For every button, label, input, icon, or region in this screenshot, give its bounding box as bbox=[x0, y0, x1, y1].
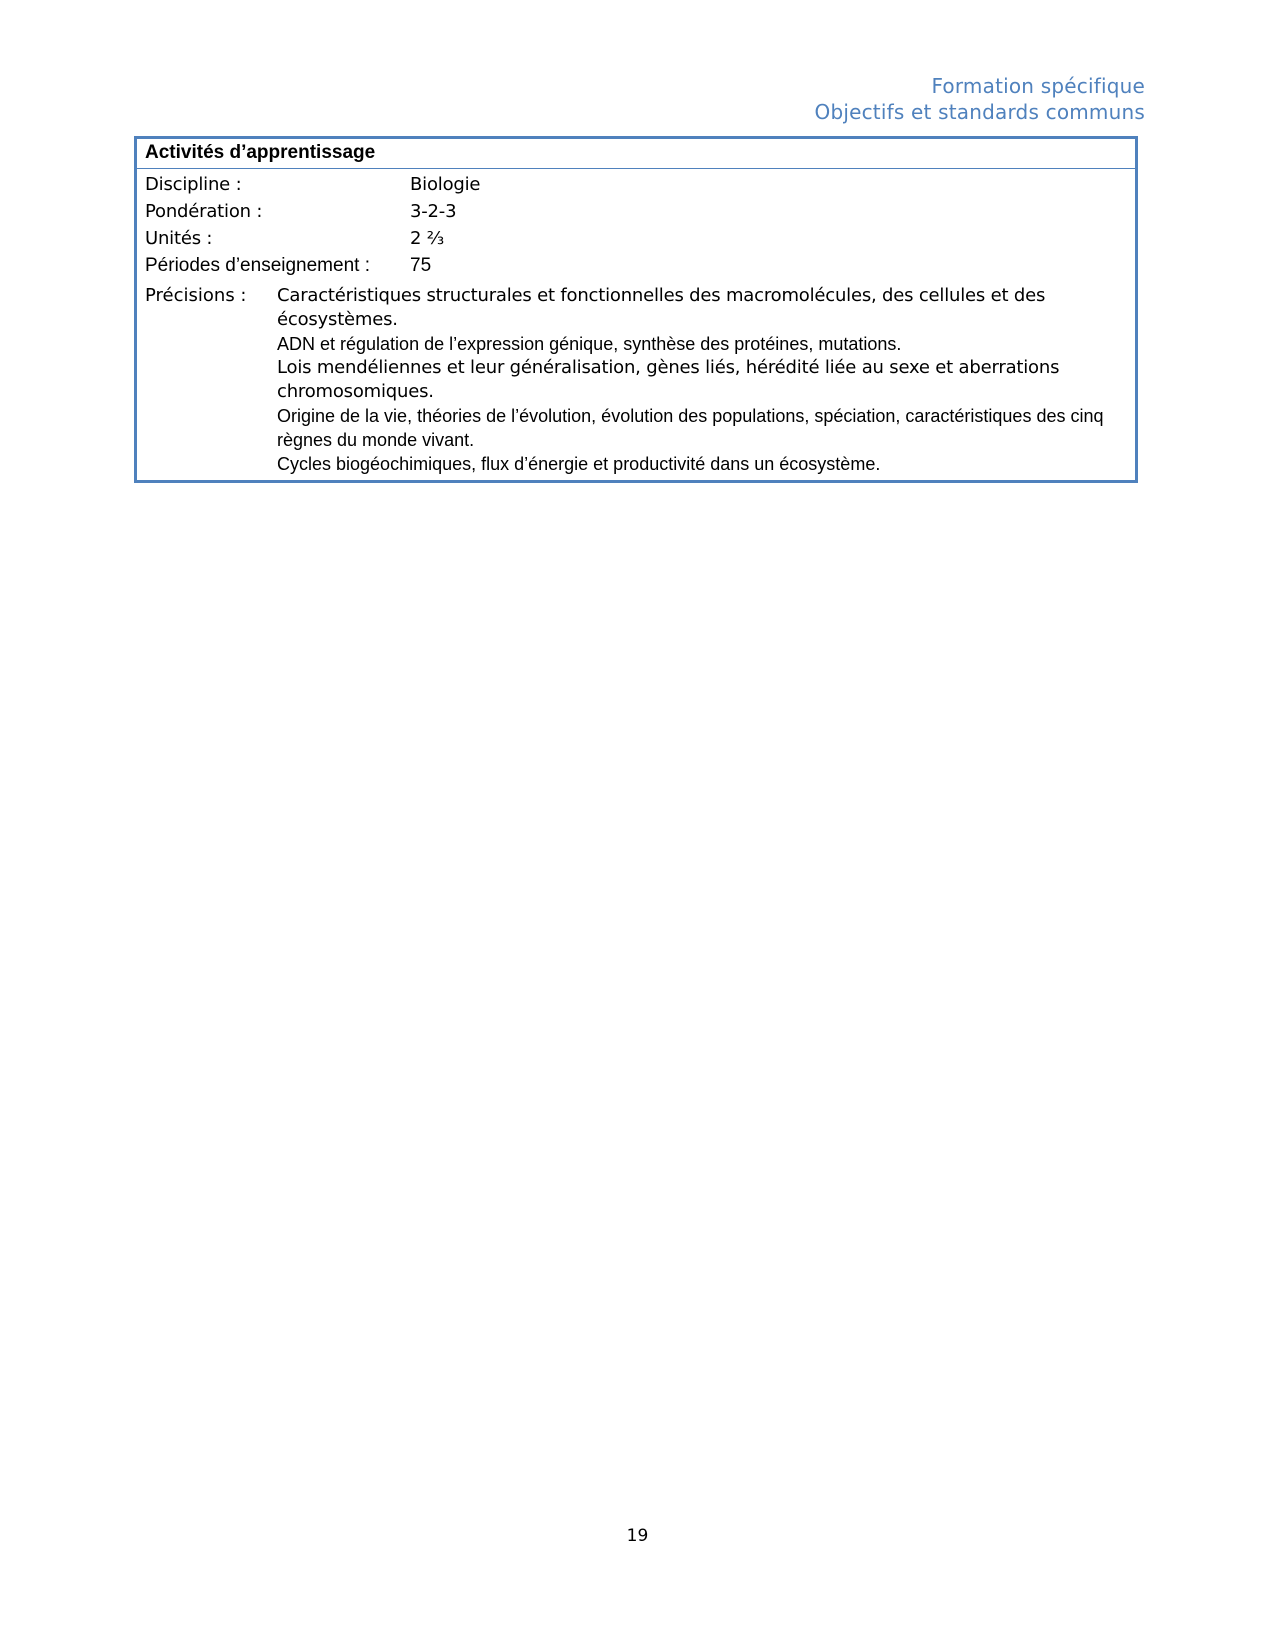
field-value: 2 ⅔ bbox=[410, 228, 445, 249]
precision-item: Origine de la vie, théories de l’évolution, évolution des populations, spéciation, caractéristiques des cinq règnes du monde vivant. bbox=[277, 406, 1104, 450]
precision-item: Caractéristiques structurales et fonctionnelles des macromolécules, des cellules et des écosystèmes. bbox=[277, 285, 1046, 330]
precisions-label: Précisions : bbox=[145, 285, 247, 306]
field-label: Pondération : bbox=[145, 201, 263, 222]
precision-item: Lois mendéliennes et leur généralisation, gènes liés, hérédité liée au sexe et aberrations chromosomiques. bbox=[277, 357, 1060, 402]
field-value: Biologie bbox=[410, 174, 481, 195]
field-label: Unités : bbox=[145, 228, 213, 249]
page-header bbox=[815, 73, 1145, 125]
field-value: 75 bbox=[410, 255, 432, 276]
field-value: 3-2-3 bbox=[410, 201, 457, 222]
field-label: Discipline : bbox=[145, 174, 242, 195]
header-line-2: Objectifs et standards communs bbox=[814, 100, 1145, 124]
precisions-list bbox=[277, 284, 1127, 476]
precision-item: Cycles biogéochimiques, flux d’énergie et productivité dans un écosystème. bbox=[277, 454, 881, 474]
precision-item: ADN et régulation de l’expression génique, synthèse des protéines, mutations. bbox=[277, 334, 902, 354]
field-label: Périodes d’enseignement : bbox=[145, 255, 370, 276]
header-line-1: Formation spécifique bbox=[931, 74, 1145, 98]
page-number: 19 bbox=[626, 1526, 649, 1546]
box-title: Activités d’apprentissage bbox=[137, 139, 1135, 169]
activities-box bbox=[134, 136, 1138, 483]
